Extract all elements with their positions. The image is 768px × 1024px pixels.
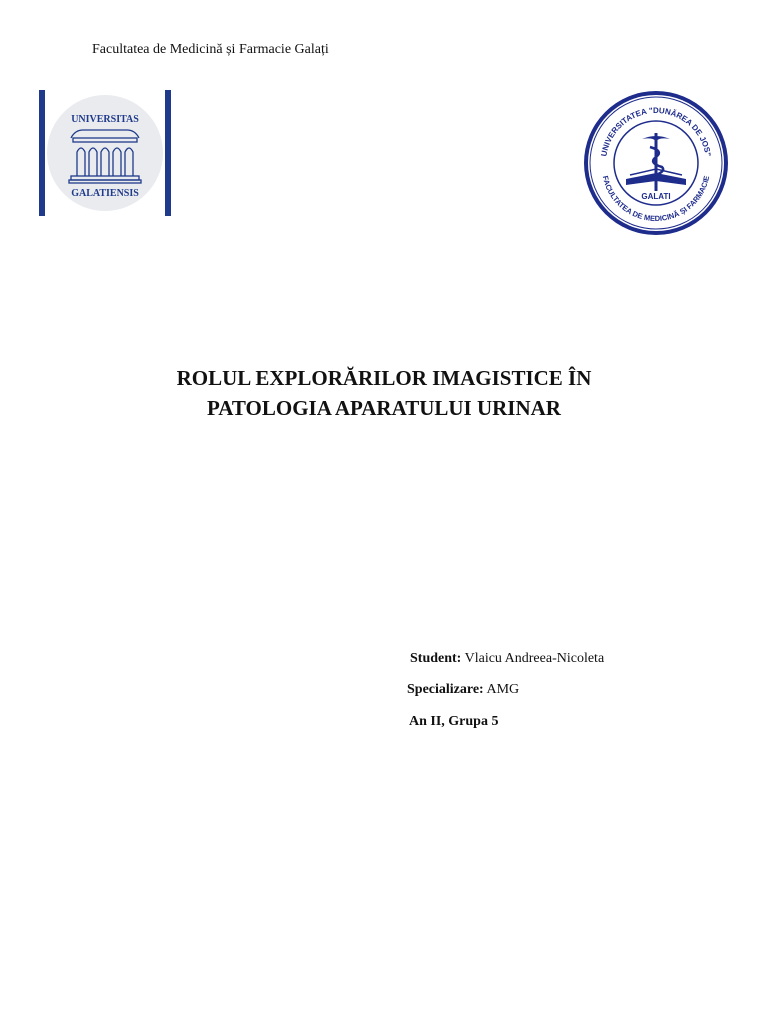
specialization-label: Specializare: bbox=[407, 682, 484, 697]
faculty-seal-icon bbox=[580, 89, 732, 237]
year-group: An II, Grupa 5 bbox=[409, 714, 499, 729]
student-row bbox=[410, 651, 604, 667]
svg-text:FACULTATEA DE MEDICINĂ ȘI FARM: FACULTATEA DE MEDICINĂ ȘI FARMACIE bbox=[600, 174, 712, 224]
svg-text:UNIVERSITAS: UNIVERSITAS bbox=[71, 114, 139, 125]
faculty-header: Facultatea de Medicină și Farmacie Galați bbox=[92, 42, 329, 57]
universitas-galatiensis-logo-icon bbox=[39, 90, 171, 216]
svg-text:GALATIENSIS: GALATIENSIS bbox=[71, 188, 139, 199]
specialization-value: AMG bbox=[486, 682, 520, 697]
specialization-row bbox=[407, 682, 519, 698]
title-line-1: ROLUL EXPLORĂRILOR IMAGISTICE ÎN bbox=[176, 366, 592, 390]
svg-text:GALATI: GALATI bbox=[641, 192, 671, 201]
student-value: Vlaicu Andreea-Nicoleta bbox=[464, 651, 605, 666]
title-line-2: PATOLOGIA APARATULUI URINAR bbox=[207, 396, 561, 420]
student-label: Student: bbox=[410, 651, 462, 666]
document-title bbox=[0, 363, 768, 423]
svg-text:UNIVERSITATEA "DUNĂREA DE JOS": UNIVERSITATEA "DUNĂREA DE JOS" bbox=[599, 105, 713, 158]
